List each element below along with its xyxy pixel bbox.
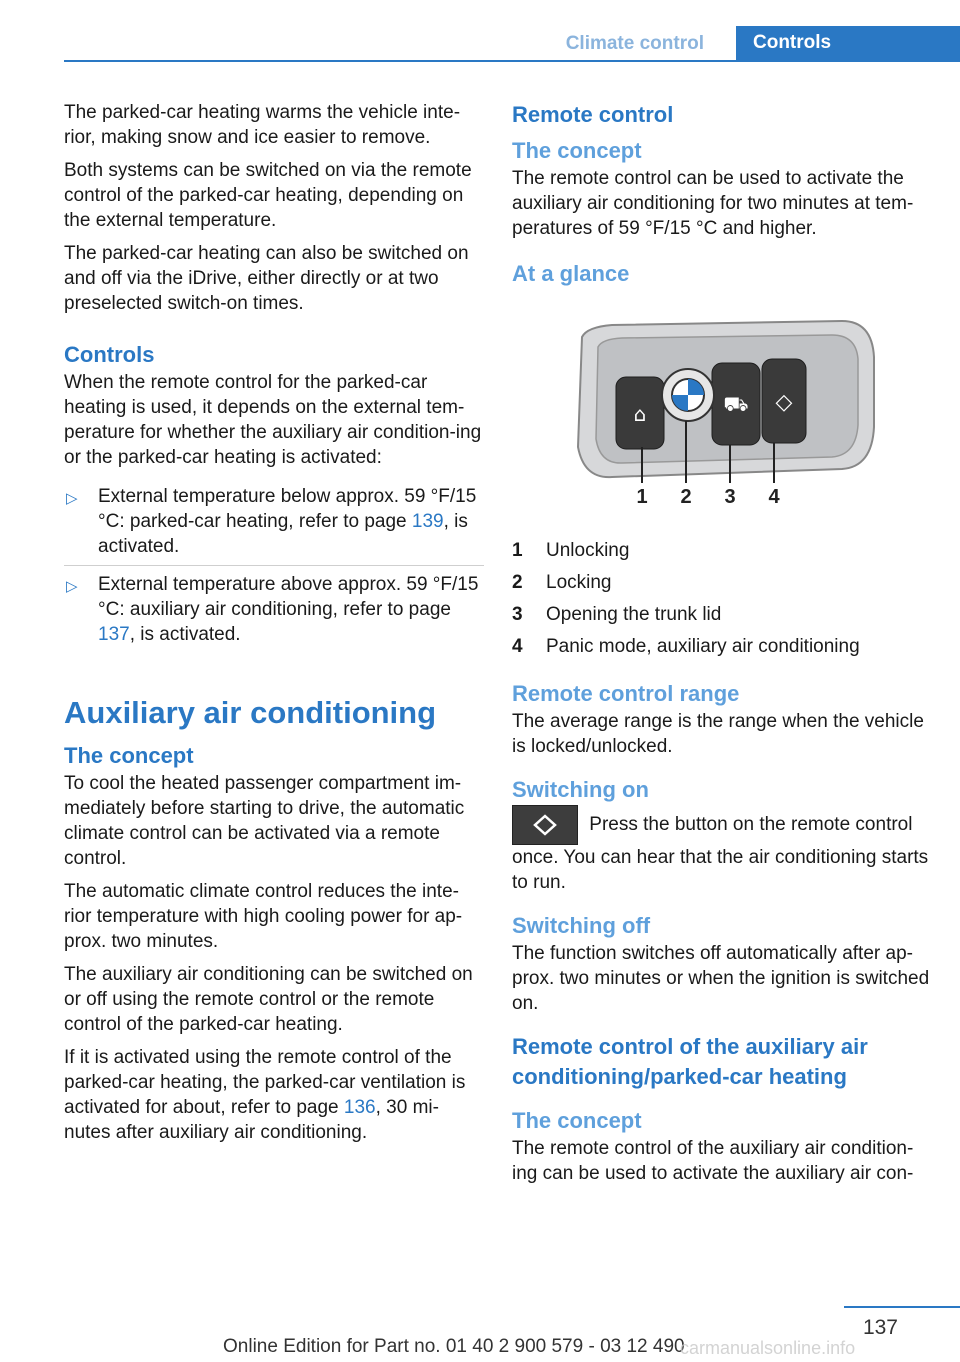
callout-number: 2 (680, 486, 692, 508)
controls-heading: Controls (64, 342, 155, 367)
footer-rule (844, 1306, 960, 1308)
paragraph: The function switches off automatically after ap-prox. two minutes or when the ignition is switched on. (512, 943, 930, 1014)
watermark: carmanualsonline.info (680, 1338, 856, 1358)
subsection-heading: At a glance (512, 261, 630, 286)
item-number: 1 (512, 540, 523, 561)
bullet-text: External temperature above approx. 59 °F/15 °C: auxiliary air conditioning, refer to page (98, 574, 479, 620)
paragraph: The average range is the range when the vehicle is locked/unlocked. (512, 711, 924, 757)
item-label: Opening the trunk lid (546, 604, 722, 625)
item-label: Locking (546, 572, 612, 593)
subsection-heading: Switching on (512, 777, 649, 802)
list-item (512, 567, 932, 599)
remote-key-svg (512, 297, 932, 527)
callout-number: 4 (768, 486, 780, 508)
subsection-heading: Remote control of the auxiliary air conditioning/parked-car heating (512, 1034, 868, 1089)
subsection-heading: Switching off (512, 913, 651, 938)
bullet-text: External temperature below approx. 59 °F/15 °C: parked-car heating, refer to page (98, 486, 477, 532)
item-number: 2 (512, 572, 523, 593)
paragraph (64, 1045, 484, 1145)
svg-text:⌂: ⌂ (633, 402, 647, 426)
bullet-text: , is activated. (98, 511, 468, 557)
paragraph: The parked-car heating can also be switched on and off via the iDrive, either directly or at two preselected switch-on times. (64, 243, 469, 314)
remote-control-heading: Remote control (512, 102, 674, 127)
paragraph-text: Press the button on the remote control once. You can hear that the air conditioning starts to run. (512, 814, 929, 893)
paragraph: The remote control of the auxiliary air condition-ing can be used to activate the auxiliary air con- (512, 1138, 914, 1184)
header-chapter-tab: Controls (736, 26, 960, 62)
paragraph: To cool the heated passenger compartment im-mediately before starting to drive, the automatic climate control can be activated via a remote control. (64, 773, 465, 869)
bullet-list (64, 478, 484, 653)
item-label: Panic mode, auxiliary air conditioning (546, 636, 860, 657)
page-link[interactable]: 139 (411, 511, 444, 532)
paragraph: The automatic climate control reduces the inte-rior temperature with high cooling power for ap-prox. two minutes. (64, 881, 463, 952)
subsection-heading: The concept (512, 1108, 642, 1133)
item-number: 3 (512, 604, 523, 625)
callout-number: 1 (636, 486, 648, 508)
list-item (64, 478, 484, 566)
paragraph: Both systems can be switched on via the remote control of the parked-car heating, depending on the external temperature. (64, 160, 472, 231)
paragraph: The parked-car heating warms the vehicle inte-rior, making snow and ice easier to remove. (64, 102, 461, 148)
page-link[interactable]: 137 (98, 624, 130, 645)
list-item (64, 566, 484, 653)
footer-edition: Online Edition for Part no. 01 40 2 900 579 - 03 12 490 (223, 1336, 685, 1357)
paragraph (512, 805, 932, 895)
svg-text:◇: ◇ (775, 390, 793, 415)
triangle-bullet-icon: ▷ (66, 578, 78, 595)
paragraph: The remote control can be used to activate the auxiliary air conditioning for two minutes at tem-peratures of 59 °F/15 °C and higher. (512, 168, 914, 239)
header-section-title: Climate control (565, 33, 704, 54)
triangle-bullet-icon: ▷ (66, 490, 78, 507)
item-number: 4 (512, 636, 523, 657)
bullet-text: , is activated. (129, 624, 241, 645)
paragraph-text: , 30 mi-nutes after auxiliary air conditioning. (64, 1097, 439, 1143)
panic-button-icon (512, 805, 578, 845)
paragraph-text: If it is activated using the remote control of the parked-car heating, the parked-car ventilation is activated for about, refer to page (64, 1047, 466, 1118)
subsection-heading: The concept (512, 138, 642, 163)
item-label: Unlocking (546, 540, 630, 561)
header-rule (64, 60, 960, 62)
legend-list (512, 535, 932, 663)
paragraph: The auxiliary air conditioning can be switched on or off using the remote control or the remote control of the parked-car heating. (64, 964, 473, 1035)
list-item (512, 599, 932, 631)
svg-text:⛟: ⛟ (723, 392, 749, 416)
page-link[interactable]: 136 (343, 1097, 376, 1118)
callout-number: 3 (724, 486, 736, 508)
list-item (512, 631, 932, 663)
list-item (512, 535, 932, 567)
remote-key-illustration (512, 297, 932, 527)
subsection-heading: The concept (64, 743, 194, 768)
page-number: 137 (862, 1316, 898, 1339)
left-column (64, 100, 484, 1153)
right-column (512, 100, 932, 1194)
subsection-heading: Remote control range (512, 681, 740, 706)
paragraph: When the remote control for the parked-car heating is used, it depends on the external tem-perature for whether the auxiliary air condition-ing or the parked-car heating is activated: (64, 372, 482, 468)
section-heading: Auxiliary air conditioning (64, 695, 437, 730)
